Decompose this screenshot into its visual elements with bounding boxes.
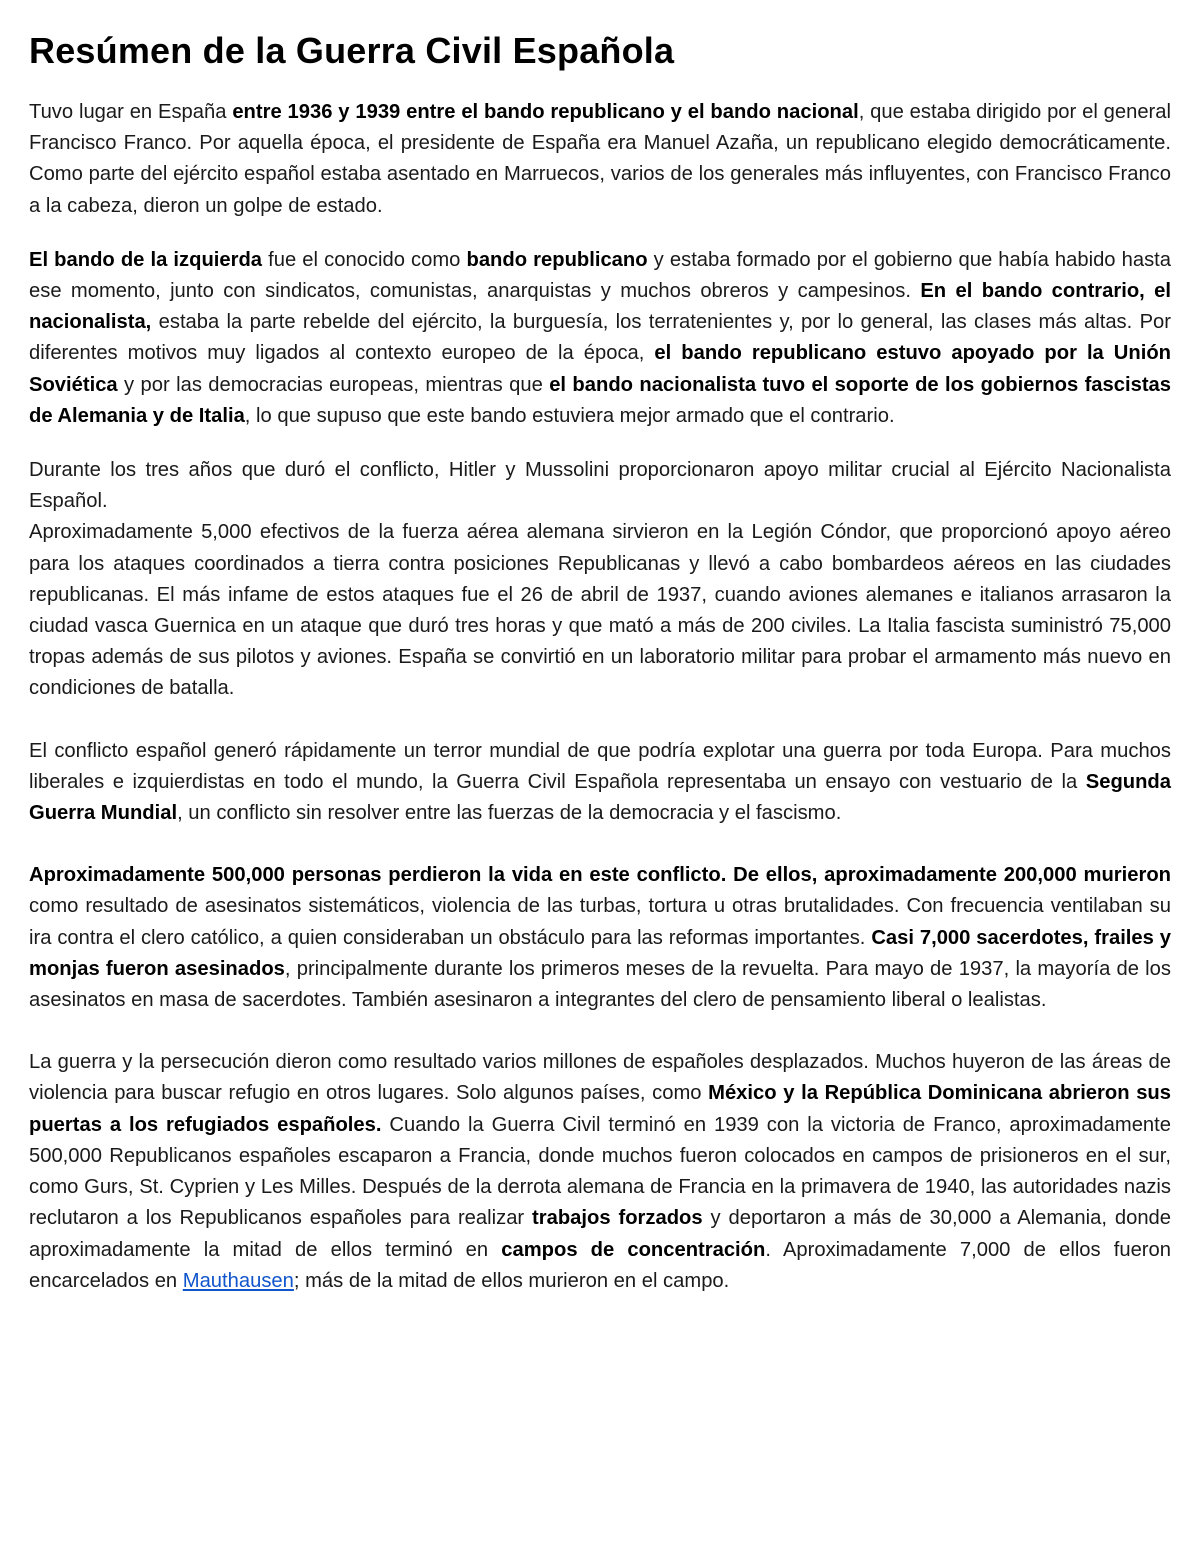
text-segment: y deportaron a más de 30,000 a Alemania, donde aproximadamente la mitad de ellos terminó en — [29, 1207, 1171, 1261]
paragraph-2 — [29, 245, 1171, 432]
text-segment: El conflicto español generó rápidamente un terror mundial de que podría explotar una guerra por toda Europa. Para muchos liberales e izquierdistas en todo el mundo, la Guerra Civil Española representaba un ensayo con vestuario de la — [29, 739, 1171, 793]
text-segment: Aproximadamente 5,000 efectivos de la fuerza aérea alemana sirvieron en la Legión Cóndor, que proporcionó apoyo aéreo para los ataques coordinados a tierra contra posiciones Republicanas y llevó a cabo bombardeos aéreos en las ciudades republicanas. El más infame de estos ataques fue el 26 de abril de 1937, cuando aviones alemanes e italianos arrasaron la ciudad vasca Guernica en un ataque que duró tres horas y que mató a más de 200 civiles. La Italia fascista suministró 75,000 tropas además de sus pilotos y aviones. España se convirtió en un laboratorio militar para probar el armamento más nuevo en condiciones de batalla. — [29, 521, 1171, 700]
document-body — [29, 97, 1171, 1297]
text-segment: y estaba formado por el gobierno que había habido hasta ese momento, junto con sindicatos, comunistas, anarquistas y muchos obreros y campesinos. — [29, 248, 1172, 303]
mauthausen-link[interactable]: Mauthausen — [182, 1269, 294, 1292]
text-segment: y por las democracias europeas, mientras que — [117, 373, 550, 396]
text-segment: . Aproximadamente 7,000 de ellos fueron encarcelados en — [29, 1238, 1171, 1292]
text-segment: Cuando la Guerra Civil terminó en 1939 con la victoria de Franco, aproximadamente 500,000 Republicanos españoles escaparon a Francia, donde muchos fueron colocados en campos de prisioneros en el sur, como Gurs, St. Cyprien y Les Milles. Después de la derrota alemana de Francia en la primavera de 1940, las autoridades nazis reclutaron a los Republicanos españoles para realizar — [29, 1113, 1171, 1230]
bold-text: Segunda Guerra Mundial — [29, 770, 1171, 825]
paragraph-3 — [29, 455, 1171, 517]
text-segment: como resultado de asesinatos sistemáticos, violencia de las turbas, tortura u otras brutalidades. Con frecuencia ventilaban su ira contra el clero católico, a quien consideraban un obstáculo para las reformas importantes. — [29, 895, 1171, 949]
bold-text: Casi 7,000 sacerdotes, frailes y monjas fueron asesinados — [29, 926, 1171, 980]
bold-text: En el bando contrario, el nacionalista, — [29, 280, 1171, 334]
paragraph-5 — [29, 736, 1171, 830]
bold-text: El bando de la izquierda — [29, 248, 263, 271]
paragraph-6 — [29, 860, 1171, 1016]
text-segment: , principalmente durante los primeros meses de la revuelta. Para mayo de 1937, la mayoría de los asesinatos en masa de sacerdotes. También asesinaron a integrantes del clero de pensamiento liberal o lealistas. — [29, 957, 1171, 1012]
text-segment: , que estaba dirigido por el general Francisco Franco. Por aquella época, el presidente de España era Manuel Azaña, un republicano elegido democráticamente. Como parte del ejército español estaba asentado en Marruecos, varios de los generales más influyentes, con Francisco Franco a la cabeza, dieron un golpe de estado. — [29, 101, 1171, 217]
page-title: Resúmen de la Guerra Civil Española — [29, 30, 675, 71]
text-segment: Tuvo lugar en España — [29, 101, 233, 123]
paragraph-1 — [29, 97, 1171, 222]
bold-text: México y la República Dominicana abrieron sus puertas a los refugiados españoles. — [29, 1082, 1171, 1136]
paragraph-4 — [29, 517, 1171, 704]
text-segment: La guerra y la persecución dieron como resultado varios millones de españoles desplazados. Muchos huyeron de las áreas de violencia para buscar refugio en otros lugares. Solo algunos países, como — [29, 1051, 1171, 1105]
text-segment: , un conflicto sin resolver entre las fuerzas de la democracia y el fascismo. — [177, 802, 842, 825]
bold-text: bando republicano — [466, 248, 648, 271]
bold-text: entre 1936 y 1939 entre el bando republicano y el bando nacional — [232, 101, 859, 123]
bold-text: Aproximadamente 500,000 personas perdieron la vida en este conflicto. De ellos, aproximadamente 200,000 murieron — [29, 864, 1171, 887]
text-segment: fue el conocido como — [262, 248, 467, 271]
bold-text: el bando republicano estuvo apoyado por la Unión Soviética — [29, 342, 1171, 396]
bold-text: campos de concentración — [501, 1238, 766, 1261]
text-segment: , lo que supuso que este bando estuviera mejor armado que el contrario. — [244, 404, 895, 427]
bold-text: el bando nacionalista tuvo el soporte de los gobiernos fascistas de Alemania y de Italia — [29, 373, 1171, 427]
text-segment: estaba la parte rebelde del ejército, la burguesía, los terratenientes y, por lo general, las clases más altas. Por diferentes motivos muy ligados al contexto europeo de la época, — [29, 311, 1171, 365]
text-segment: ; más de la mitad de ellos murieron en el campo. — [293, 1269, 730, 1292]
text-segment: Durante los tres años que duró el conflicto, Hitler y Mussolini proporcionaron apoyo militar crucial al Ejército Nacionalista Español. — [29, 459, 1171, 513]
paragraph-7 — [29, 1047, 1171, 1297]
bold-text: trabajos forzados — [532, 1207, 703, 1230]
